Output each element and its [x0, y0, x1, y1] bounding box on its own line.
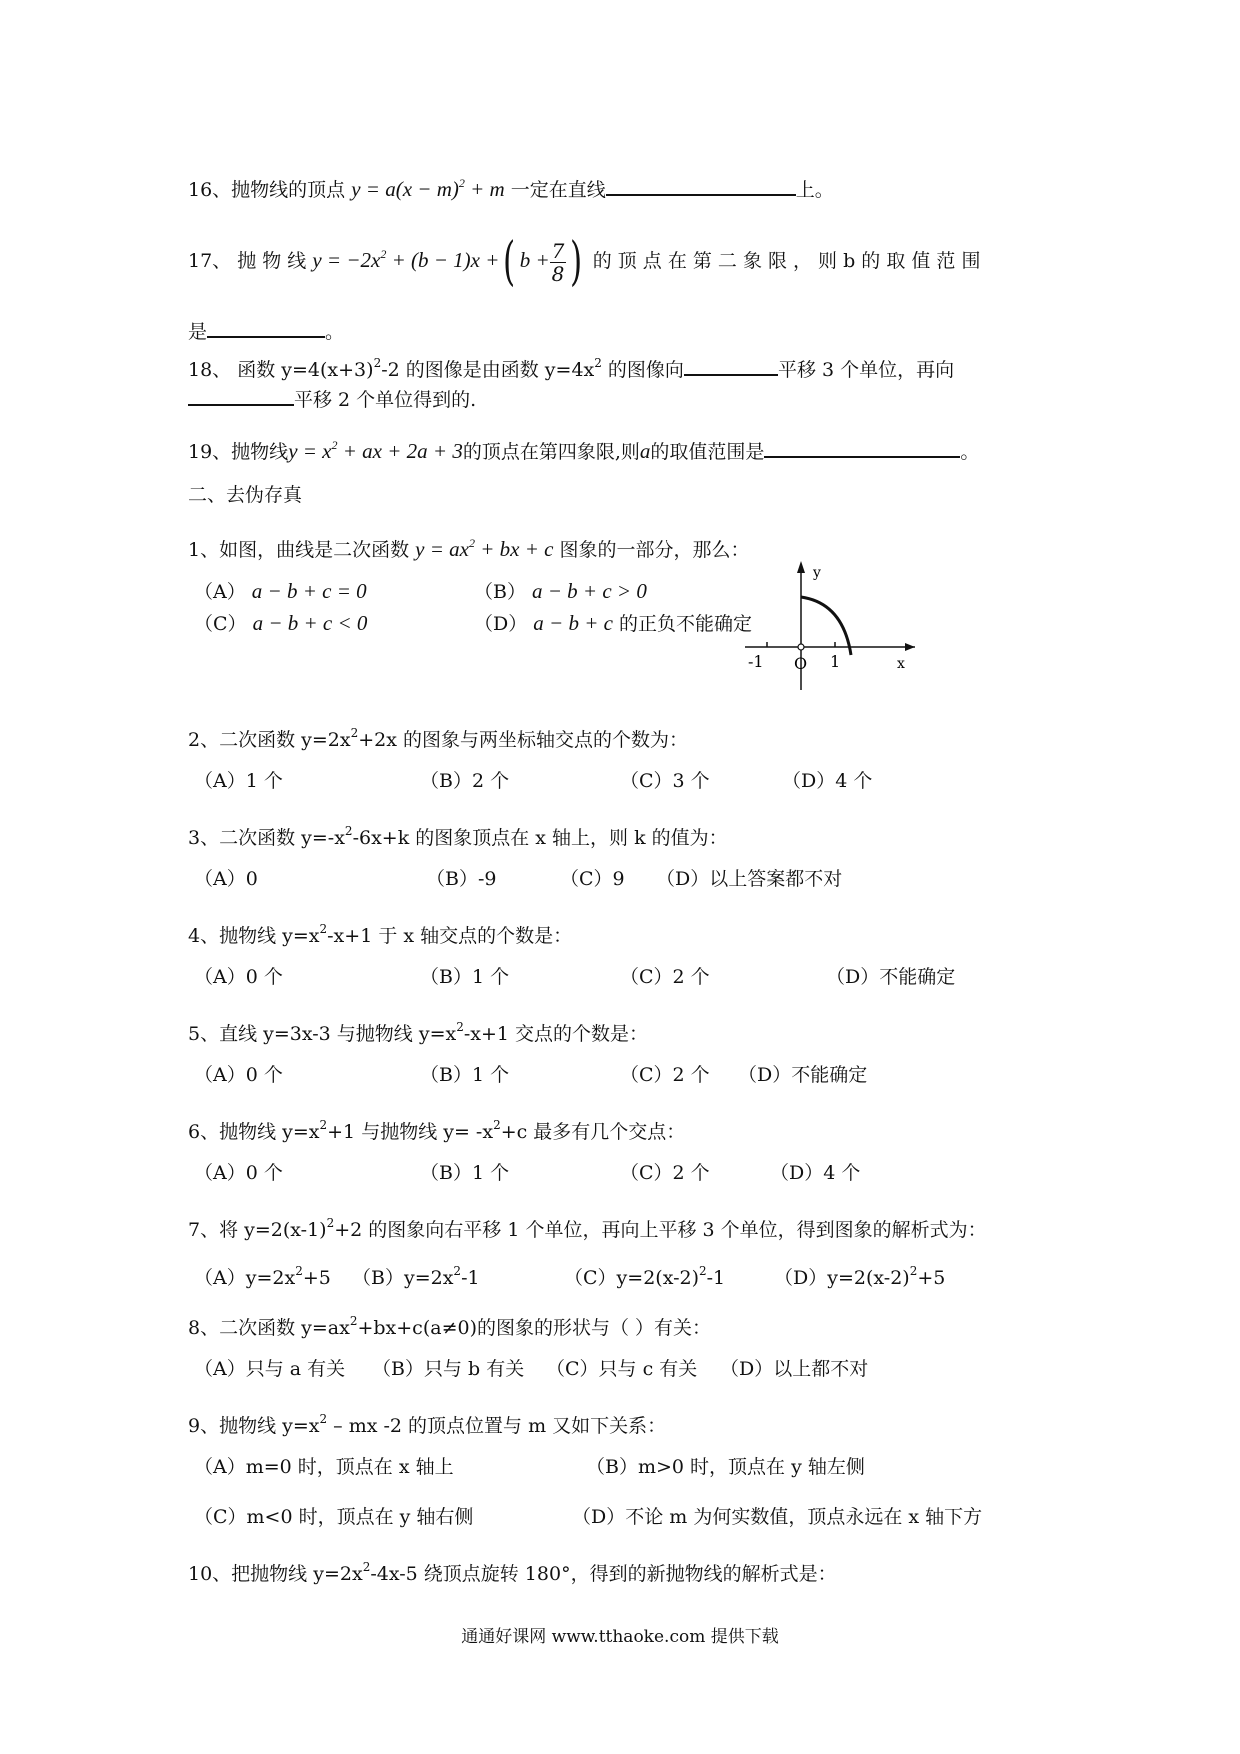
y-label: y	[813, 565, 821, 581]
q7-option-c-sup: 2	[699, 1264, 707, 1278]
q10-sup: 2	[362, 1560, 371, 1574]
q7-sup: 2	[326, 1216, 335, 1230]
q4-option-a[interactable]: （A）0 个	[194, 966, 283, 988]
q2-option-c[interactable]: （C）3 个	[620, 770, 710, 792]
q1-text: 1、如图，曲线是二次函数	[188, 539, 410, 561]
q5-option-a[interactable]: （A）0 个	[194, 1064, 283, 1086]
q18-text4: 平移 3 个单位，再向	[777, 359, 955, 381]
q5-text: 5、直线 y=3x-3 与抛物线 y=x	[188, 1023, 457, 1045]
q1-option-b-label: （B）	[474, 581, 526, 603]
q7-option-d[interactable]	[774, 1258, 945, 1291]
question-19	[188, 432, 979, 465]
q16-text: 16、抛物线的顶点	[188, 179, 346, 201]
q17-text2: 的 顶 点 在 第 二 象 限 ， 则 b 的 取 值 范 围	[592, 250, 981, 272]
q1-option-d-expr: a − b + c	[533, 611, 613, 635]
question-2	[188, 720, 688, 753]
y-axis-arrow-icon	[797, 561, 805, 573]
q18-blank1[interactable]	[684, 354, 778, 376]
q7-option-d-text2: +5	[917, 1267, 946, 1289]
q6-sup2: 2	[493, 1118, 501, 1132]
q6-option-d[interactable]: （D）4 个	[770, 1162, 861, 1184]
q1-option-c[interactable]	[194, 610, 367, 637]
q7-option-d-text: （D）y=2(x-2)	[774, 1267, 910, 1289]
q7-option-b-text2: -1	[461, 1267, 480, 1289]
q3-option-a[interactable]: （A）0	[194, 868, 258, 890]
q19-text2: 的顶点在第四象限,则	[462, 441, 640, 463]
q18-text5: 平移 2 个单位得到的.	[294, 389, 477, 411]
q7-option-a[interactable]	[194, 1258, 331, 1291]
origin-label: O	[794, 654, 808, 673]
q1-text2: 图象的一部分，那么：	[559, 539, 750, 561]
q16-blank[interactable]	[606, 174, 796, 196]
x-label: x	[897, 656, 905, 672]
q4-option-b[interactable]: （B）1 个	[420, 966, 510, 988]
q2-sup: 2	[350, 726, 359, 740]
question-8	[188, 1308, 711, 1341]
q7-option-b-text: （B）y=2x	[352, 1267, 454, 1289]
neg1-label: -1	[748, 652, 764, 671]
q16-formula: $y = a(x - m)^2 + m$	[351, 176, 505, 201]
q7-option-c-text: （C）y=2(x-2)	[564, 1267, 699, 1289]
q1-option-d[interactable]	[474, 610, 752, 637]
section-2-title: 二、去伪存真	[188, 484, 303, 506]
q19-text: 19、抛物线	[188, 441, 289, 463]
q9-text: 9、抛物线 y=x	[188, 1415, 320, 1437]
q7-option-a-text2: +5	[302, 1267, 331, 1289]
q4-option-d[interactable]: （D）不能确定	[826, 966, 956, 988]
q19-var: a	[639, 439, 651, 463]
question-7	[188, 1210, 987, 1243]
q2-text2: +2x 的图象与两坐标轴交点的个数为：	[358, 729, 688, 751]
q2-option-a[interactable]: （A）1 个	[194, 770, 283, 792]
q18-sup: 2	[373, 356, 382, 370]
q6-sup: 2	[319, 1118, 328, 1132]
q19-formula: $y = x^2$ + ax + 2a + 3	[288, 438, 463, 463]
q1-option-c-label: （C）	[194, 613, 247, 635]
q9-option-d[interactable]: （D）不论 m 为何实数值，顶点永远在 x 轴下方	[572, 1506, 983, 1528]
q2-option-d[interactable]: （D）4 个	[782, 770, 873, 792]
q3-text: 3、二次函数 y=-x	[188, 827, 345, 849]
q7-option-a-text: （A）y=2x	[194, 1267, 296, 1289]
q7-option-a-sup: 2	[295, 1264, 303, 1278]
x-axis-arrow-icon	[905, 643, 915, 651]
q18-blank2[interactable]	[188, 384, 294, 406]
q9-option-b[interactable]: （B）m>0 时，顶点在 y 轴左侧	[586, 1456, 865, 1478]
q10-text: 10、把抛物线 y=2x	[188, 1563, 363, 1585]
q17-blank[interactable]	[207, 316, 325, 338]
q5-option-c[interactable]: （C）2 个	[620, 1064, 710, 1086]
q1-formula: $y = ax^2$ + bx + c	[415, 536, 554, 561]
question-17-line2	[188, 316, 344, 345]
q16-end: 上。	[795, 179, 834, 201]
q2-option-b[interactable]: （B）2 个	[420, 770, 510, 792]
q7-option-b[interactable]	[352, 1258, 480, 1291]
origin-point	[798, 644, 804, 650]
q1-option-b-expr: a − b + c > 0	[532, 579, 647, 603]
q1-option-d-post: 的正负不能确定	[612, 613, 752, 635]
q17-text: 17、 抛 物 线	[188, 250, 307, 272]
q5-option-d[interactable]: （D）不能确定	[738, 1064, 868, 1086]
q8-option-b[interactable]: （B）只与 b 有关	[372, 1358, 525, 1380]
q3-text2: -6x+k 的图象顶点在 x 轴上，则 k 的值为：	[352, 827, 728, 849]
q2-text: 2、二次函数 y=2x	[188, 729, 351, 751]
q5-sup: 2	[456, 1020, 464, 1034]
q1-graph	[735, 555, 925, 695]
q9-sup: 2	[319, 1412, 328, 1426]
q5-option-b[interactable]: （B）1 个	[420, 1064, 510, 1086]
q1-option-c-expr: a − b + c < 0	[252, 611, 368, 635]
q10-text2: -4x-5 绕顶点旋转 180°，得到的新抛物线的解析式是：	[370, 1563, 837, 1585]
q4-text2: -x+1 于 x 轴交点的个数是：	[327, 925, 573, 947]
q9-option-c[interactable]: （C）m<0 时，顶点在 y 轴右侧	[194, 1506, 474, 1528]
q8-option-c[interactable]: （C）只与 c 有关	[546, 1358, 698, 1380]
q18-text2: -2 的图像是由函数 y=4x	[381, 359, 595, 381]
q6-option-a[interactable]: （A）0 个	[194, 1162, 283, 1184]
q1-option-a[interactable]	[194, 578, 367, 605]
question-3	[188, 818, 728, 851]
question-1	[188, 530, 750, 563]
q18-text3: 的图像向	[601, 359, 684, 381]
q8-sup: 2	[349, 1314, 358, 1328]
q8-text2: +bx+c(a≠0)的图象的形状与（ ）有关：	[357, 1317, 712, 1339]
q5-text2: -x+1 交点的个数是：	[463, 1023, 649, 1045]
q1-option-d-label: （D）	[474, 613, 528, 635]
q17-formula: $y = -2x^2 + (b - 1)x$ +	[312, 247, 500, 272]
question-9	[188, 1406, 666, 1439]
q7-option-c-text2: -1	[706, 1267, 726, 1289]
question-18-line2	[188, 384, 476, 413]
q8-option-d[interactable]: （D）以上都不对	[720, 1358, 869, 1380]
pos1-label: 1	[830, 652, 841, 671]
q3-sup: 2	[344, 824, 353, 838]
question-5	[188, 1014, 648, 1047]
q7-option-d-sup: 2	[909, 1264, 918, 1278]
q1-option-a-expr: a − b + c = 0	[251, 579, 367, 603]
question-6	[188, 1112, 685, 1145]
q7-option-c[interactable]	[564, 1258, 725, 1291]
q8-text: 8、二次函数 y=ax	[188, 1317, 350, 1339]
q9-option-a[interactable]: （A）m=0 时，顶点在 x 轴上	[194, 1456, 454, 1478]
question-16	[188, 170, 834, 203]
question-18	[188, 350, 954, 383]
q4-option-c[interactable]: （C）2 个	[620, 966, 710, 988]
q17-line2-text: 是	[188, 321, 208, 343]
q6-text2: +1 与抛物线 y= -x	[327, 1121, 494, 1143]
q1-option-b[interactable]	[474, 578, 647, 605]
q9-text2: – mx -2 的顶点位置与 m 又如下关系：	[327, 1415, 667, 1437]
q4-sup: 2	[319, 922, 328, 936]
question-4	[188, 916, 572, 949]
q18-sup2: 2	[594, 356, 602, 370]
q19-text3: 的取值范围是	[650, 441, 765, 463]
question-17: 17、 抛 物 线 $y = -2x^2 + (b - 1)x$ +( b + $\frac{7}{8}$ ) 的 顶 点 在 第 二 象 限 ， 则 b 的 取 值 范 围	[188, 232, 981, 292]
q16-text2: 一定在直线	[510, 179, 606, 201]
q7-text: 7、将 y=2(x-1)	[188, 1219, 327, 1241]
q17-end: 。	[325, 321, 345, 343]
q7-option-b-sup: 2	[453, 1264, 462, 1278]
q4-text: 4、抛物线 y=x	[188, 925, 320, 947]
q6-option-b[interactable]: （B）1 个	[420, 1162, 510, 1184]
q1-option-a-label: （A）	[194, 581, 246, 603]
q18-text1: 18、 函数 y=4(x+3)	[188, 359, 374, 381]
q8-option-a[interactable]: （A）只与 a 有关	[194, 1358, 346, 1380]
q6-text: 6、抛物线 y=x	[188, 1121, 320, 1143]
q7-text2: +2 的图象向右平移 1 个单位，再向上平移 3 个单位，得到图象的解析式为：	[334, 1219, 987, 1241]
q6-text3: +c 最多有几个交点：	[500, 1121, 686, 1143]
q3-option-c[interactable]: （C）9	[560, 868, 625, 890]
q19-blank[interactable]	[764, 436, 960, 458]
q6-option-c[interactable]: （C）2 个	[620, 1162, 710, 1184]
page-footer: 通通好课网 www.tthaoke.com 提供下载	[461, 1627, 779, 1647]
q3-option-b[interactable]: （B）-9	[426, 868, 497, 890]
q19-end: 。	[960, 441, 980, 463]
question-10	[188, 1554, 837, 1587]
q3-option-d[interactable]: （D）以上答案都不对	[656, 868, 843, 890]
